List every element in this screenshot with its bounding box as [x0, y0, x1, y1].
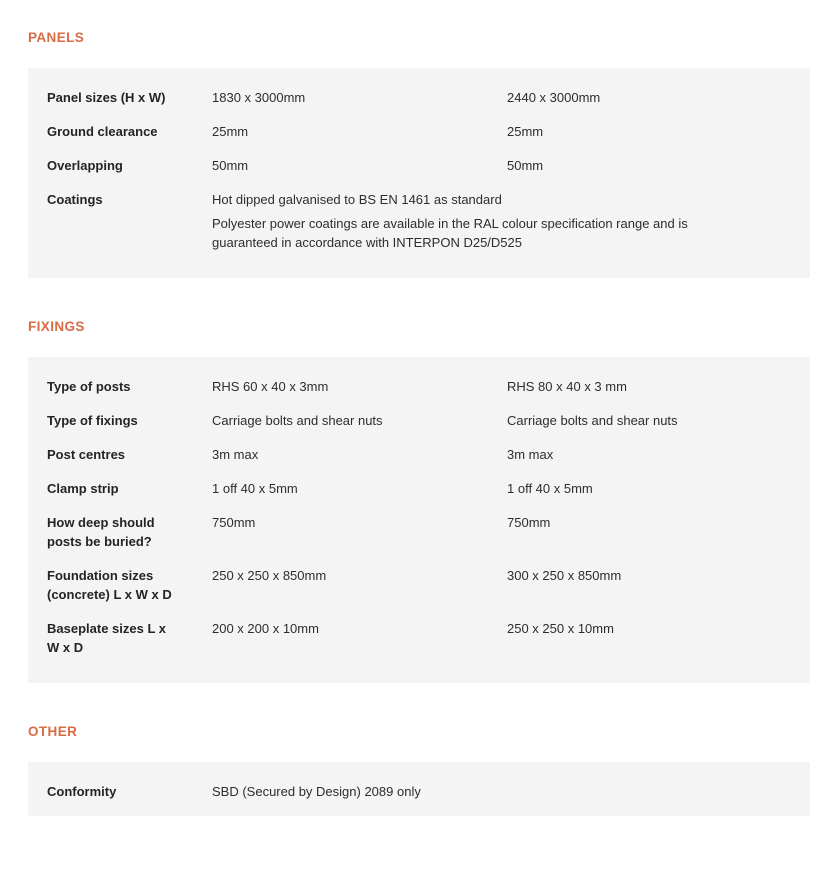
row-value-1: 200 x 200 x 10mm	[212, 621, 319, 636]
row-label: Conformity	[47, 784, 117, 799]
row-value-2: 250 x 250 x 10mm	[507, 621, 614, 636]
section-title-other: OTHER	[28, 724, 78, 739]
row-value-1: 3m max	[212, 447, 259, 462]
table-row	[47, 411, 791, 430]
row-label: Type of posts	[47, 379, 131, 394]
table-row	[47, 782, 791, 801]
row-label: Ground clearance	[47, 124, 158, 139]
row-value-2: 25mm	[507, 124, 544, 139]
section-other	[28, 724, 810, 816]
row-value-1: SBD (Secured by Design) 2089 only	[212, 784, 421, 799]
row-value-1: RHS 60 x 40 x 3mm	[212, 379, 329, 394]
row-label: Clamp strip	[47, 481, 119, 496]
row-value-1: 1830 x 3000mm	[212, 90, 306, 105]
row-label: Coatings	[47, 192, 103, 207]
table-row	[47, 190, 791, 252]
row-value-2: 3m max	[507, 447, 554, 462]
row-label: How deep should posts be buried?	[47, 515, 155, 549]
table-row	[47, 513, 791, 551]
spec-table-panels	[28, 68, 810, 278]
row-value-2: 750mm	[507, 515, 551, 530]
section-title-fixings: FIXINGS	[28, 319, 85, 334]
row-label: Post centres	[47, 447, 126, 462]
row-value-1: 750mm	[212, 515, 256, 530]
table-row	[47, 88, 791, 107]
table-row	[47, 377, 791, 396]
row-value-paragraphs	[212, 190, 734, 252]
row-value-2: 300 x 250 x 850mm	[507, 568, 622, 583]
spec-table-other	[28, 762, 810, 816]
row-value-1: Carriage bolts and shear nuts	[212, 413, 383, 428]
table-row	[47, 479, 791, 498]
row-label: Foundation sizes (concrete) L x W x D	[47, 568, 172, 602]
spec-table-fixings	[28, 357, 810, 683]
row-value-2: RHS 80 x 40 x 3 mm	[507, 379, 627, 394]
row-value-1: 50mm	[212, 158, 249, 173]
row-label: Baseplate sizes L x W x D	[47, 621, 166, 655]
row-label: Type of fixings	[47, 413, 138, 428]
table-row	[47, 619, 791, 657]
coatings-paragraph-1: Hot dipped galvanised to BS EN 1461 as standard	[212, 192, 502, 207]
row-value-2: 2440 x 3000mm	[507, 90, 601, 105]
table-row	[47, 156, 791, 175]
section-panels	[28, 30, 810, 278]
row-label: Overlapping	[47, 158, 123, 173]
table-row	[47, 566, 791, 604]
coatings-paragraph-2: Polyester power coatings are available in the RAL colour specification range and is guaranteed in accordance with INTERPON D25/D525	[212, 216, 688, 250]
table-row	[47, 122, 791, 141]
table-row	[47, 445, 791, 464]
row-value-2: 1 off 40 x 5mm	[507, 481, 593, 496]
row-value-2	[507, 782, 791, 801]
section-title-panels: PANELS	[28, 30, 85, 45]
section-fixings	[28, 319, 810, 683]
row-label: Panel sizes (H x W)	[47, 90, 166, 105]
row-value-1: 25mm	[212, 124, 249, 139]
row-value-1: 250 x 250 x 850mm	[212, 568, 327, 583]
row-value-1: 1 off 40 x 5mm	[212, 481, 298, 496]
row-value-2: 50mm	[507, 158, 544, 173]
row-value-2: Carriage bolts and shear nuts	[507, 413, 678, 428]
